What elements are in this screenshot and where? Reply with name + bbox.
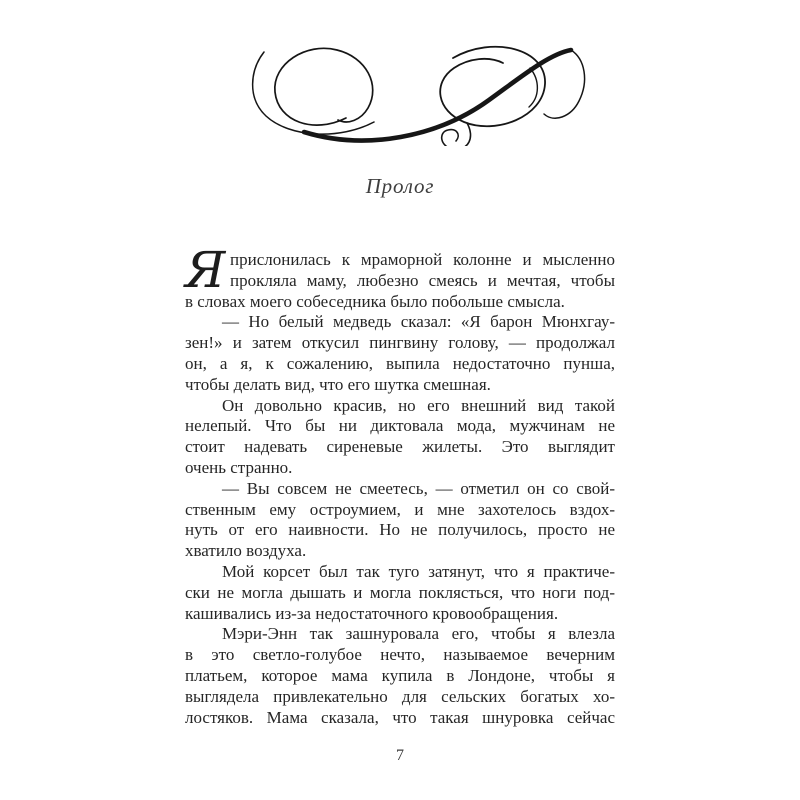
text-line: хватило воздуха. bbox=[185, 541, 307, 561]
drop-cap: Я bbox=[185, 241, 226, 299]
text-line: стоит надевать сиреневые жилеты. Это выглядит bbox=[185, 437, 615, 457]
text-line: он, а я, к сожалению, выпила недостаточно пунша, bbox=[185, 353, 615, 373]
text-line: прислонилась к мраморной колонне и мысленно bbox=[230, 250, 615, 269]
text-line: очень странно. bbox=[185, 457, 293, 477]
text-line: зен!» и затем откусил пингвину голову, — продолжал bbox=[185, 333, 615, 353]
text-line: ственным ему остроумием, и мне захотелось вздох- bbox=[185, 499, 615, 519]
text-lines bbox=[185, 250, 615, 728]
page-number: 7 bbox=[396, 747, 404, 764]
text-line: — Но белый медведь сказал: «Я барон Мюнхгау- bbox=[222, 312, 615, 332]
flourish-ornament-icon bbox=[248, 28, 588, 146]
text-line: ски не могла дышать и могла поклясться, что ноги под- bbox=[185, 582, 615, 602]
text-line: Мой корсет был так туго затянут, что я практиче- bbox=[222, 561, 615, 581]
text-line: нелепый. Что бы ни диктовала мода, мужчинам не bbox=[185, 416, 615, 436]
text-line: кашивались из-за недостаточного кровообращения. bbox=[185, 603, 559, 623]
text-line: Мэри-Энн так зашнуровала его, чтобы я влезла bbox=[222, 624, 615, 644]
text-line: в словах моего собеседника было побольше смысла. bbox=[185, 291, 565, 311]
text-line: чтобы делать вид, что его шутка смешная. bbox=[185, 374, 491, 394]
text-line: Он довольно красив, но его внешний вид такой bbox=[222, 395, 615, 415]
text-line: в это светло-голубое нечто, называемое вечерним bbox=[185, 645, 615, 665]
text-line: прокляла маму, любезно смеясь и мечтая, чтобы bbox=[230, 270, 615, 290]
text-line: — Вы совсем не смеетесь, — отметил он со свой- bbox=[222, 478, 615, 498]
chapter-title: Пролог bbox=[365, 174, 435, 198]
body-text bbox=[185, 241, 615, 728]
text-line: платьем, которое мама купила в Лондоне, чтобы я bbox=[185, 665, 615, 685]
text-line: выглядела привлекательно для сельских богатых хо- bbox=[185, 686, 615, 706]
text-line: лостяков. Мама сказала, что такая шнуровка сейчас bbox=[185, 707, 615, 727]
text-line: нуть от его наивности. Но не получилось, просто не bbox=[185, 520, 615, 540]
